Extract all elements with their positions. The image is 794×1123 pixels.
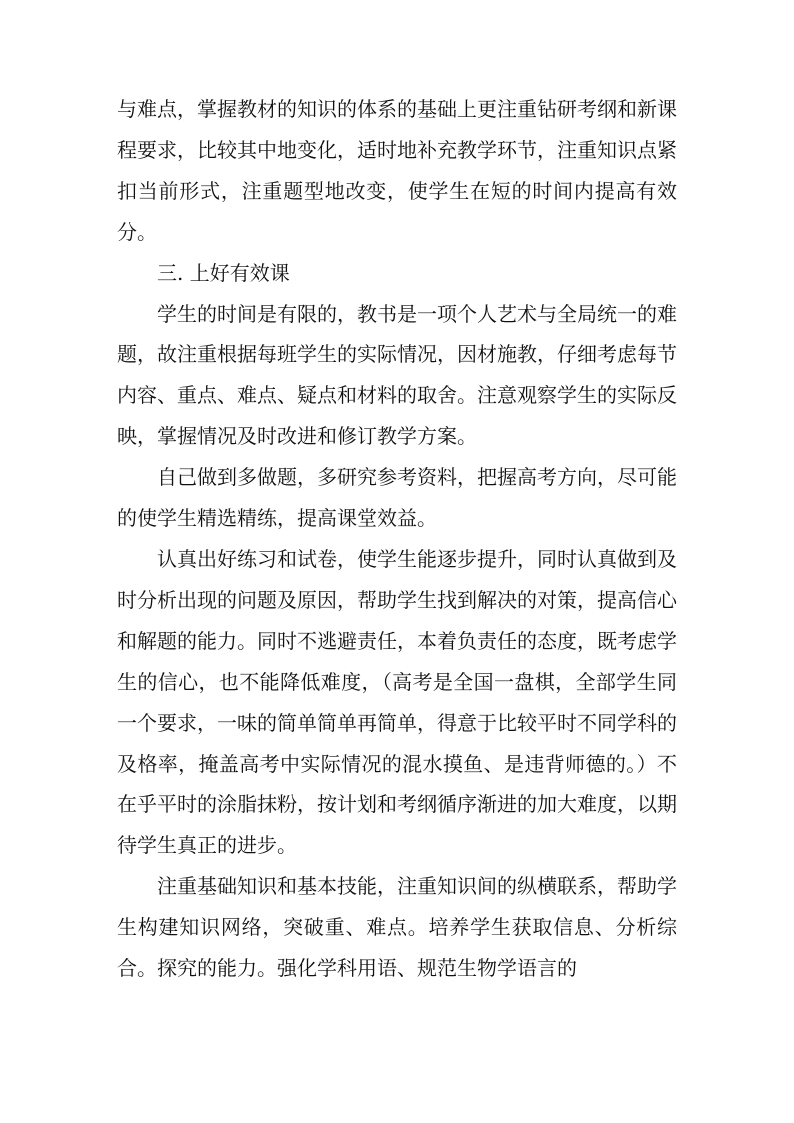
document-body — [117, 89, 677, 989]
section-heading-3: 三. 上好有效课 — [157, 260, 290, 285]
paragraph-5: 注重基础知识和基本技能，注重知识间的纵横联系，帮助学生构建知识网络，突破重、难点。培养学生获取信息、分析综合。探究的能力。强化学科用语、规范生物学语言的 — [117, 874, 677, 981]
paragraph-4: 认真出好练习和试卷，使学生能逐步提升，同时认真做到及时分析出现的问题及原因，帮助学生找到解决的对策，提高信心和解题的能力。同时不逃避责任，本着负责任的态度，既考虑学生的信心，也不能降低难度，（高考是全国一盘棋，全部学生同一个要求，一味的简单简单再简单，得意于比较平时不同学科的及格率，掩盖高考中实际情况的混水摸鱼、是违背师德的。）不在乎平时的涂脂抹粉，按计划和考纲循序渐进的加大难度，以期待学生真正的进步。 — [117, 546, 677, 858]
paragraph-2: 学生的时间是有限的，教书是一项个人艺术与全局统一的难题，故注重根据每班学生的实际情况，因材施教，仔细考虑每节内容、重点、难点、疑点和材料的取舍。注意观察学生的实际反映，掌握情况及时改进和修订教学方案。 — [117, 301, 677, 449]
paragraph-1: 与难点，掌握教材的知识的体系的基础上更注重钻研考纲和新课程要求，比较其中地变化，适时地补充教学环节，注重知识点紧扣当前形式，注重题型地改变，使学生在短的时间内提高有效分。 — [117, 97, 677, 244]
paragraph-3: 自己做到多做题，多研究参考资料，把握高考方向，尽可能的使学生精选精练，提高课堂效益。 — [117, 465, 677, 531]
